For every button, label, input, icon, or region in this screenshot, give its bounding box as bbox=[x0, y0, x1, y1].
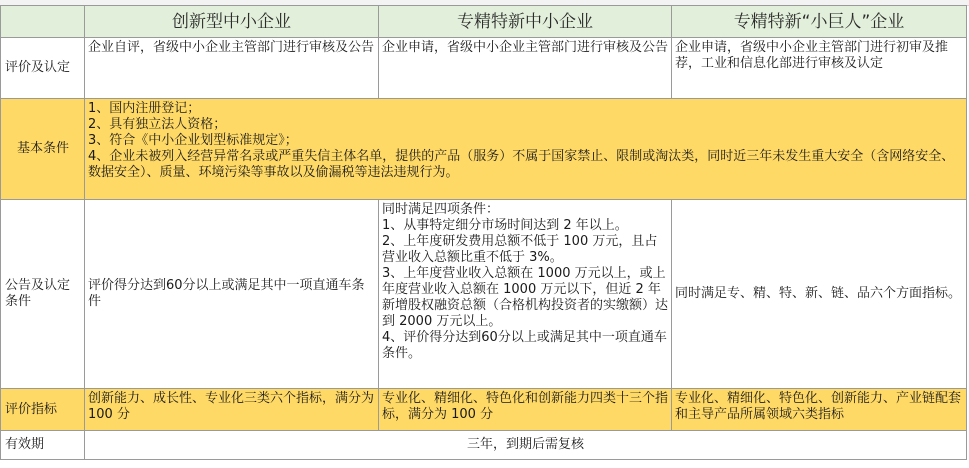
cell-basic-merged[interactable] bbox=[85, 99, 967, 200]
announce-line-0: 同时满足四项条件： bbox=[382, 202, 500, 217]
header-innovative[interactable]: 创新型中小企业 bbox=[85, 6, 379, 38]
row-basic bbox=[1, 99, 967, 200]
header-row bbox=[1, 6, 967, 38]
header-specialized[interactable]: 专精特新中小企业 bbox=[379, 6, 672, 38]
cell-indicators-specialized[interactable]: 专业化、精细化、特色化和创新能力四类十三个指标，满分为 100 分 bbox=[379, 389, 672, 431]
cell-indicators-giant[interactable]: 专业化、精细化、特色化、创新能力、产业链配套和主导产品所属领域六类指标 bbox=[672, 389, 967, 431]
basic-line-3: 3、符合《中小企业划型标准规定》； bbox=[88, 133, 298, 148]
row-evaluation bbox=[1, 38, 967, 99]
row-label-validity[interactable]: 有效期 bbox=[1, 431, 85, 460]
header-corner-cell[interactable] bbox=[1, 6, 85, 38]
announce-line-4: 4、评价得分达到60分以上或满足其中一项直通车条件。 bbox=[382, 330, 667, 361]
row-label-basic[interactable]: 基本条件 bbox=[1, 99, 85, 200]
cell-evaluation-giant[interactable]: 企业申请，省级中小企业主管部门进行初审及推荐，工业和信息化部进行审核及认定 bbox=[672, 38, 967, 99]
row-indicators bbox=[1, 389, 967, 431]
basic-line-1: 1、国内注册登记； bbox=[88, 101, 201, 116]
row-validity bbox=[1, 431, 967, 460]
row-label-indicators[interactable]: 评价指标 bbox=[1, 389, 85, 431]
cell-evaluation-innovative[interactable]: 企业自评，省级中小企业主管部门进行审核及公告 bbox=[85, 38, 379, 99]
announce-line-1: 1、从事特定细分市场时间达到 2 年以上。 bbox=[382, 218, 628, 233]
cell-indicators-innovative[interactable]: 创新能力、成长性、专业化三类六个指标，满分为 100 分 bbox=[85, 389, 379, 431]
cell-announce-specialized[interactable] bbox=[379, 200, 672, 389]
announce-line-2: 2、上年度研发费用总额不低于 100 万元，且占营业收入总额比重不低于 3%。 bbox=[382, 234, 658, 265]
header-giant[interactable]: 专精特新“小巨人”企业 bbox=[672, 6, 967, 38]
cell-announce-giant[interactable]: 同时满足专、精、特、新、链、品六个方面指标。 bbox=[672, 200, 967, 389]
cell-validity-merged[interactable]: 三年，到期后需复核 bbox=[85, 431, 967, 460]
cell-evaluation-specialized[interactable]: 企业申请，省级中小企业主管部门进行审核及公告 bbox=[379, 38, 672, 99]
row-label-evaluation[interactable]: 评价及认定 bbox=[1, 38, 85, 99]
announce-line-3: 3、上年度营业收入总额在 1000 万元以上，或上年度营业收入总额在 1000 万元以下，但近 2 年新增股权融资总额（合格机构投资者的实缴额）达到 2000 万元以上。 bbox=[382, 266, 669, 329]
row-label-announce[interactable]: 公告及认定条件 bbox=[1, 200, 85, 389]
basic-line-2: 2、具有独立法人资格； bbox=[88, 117, 227, 132]
cell-announce-innovative[interactable]: 评价得分达到60分以上或满足其中一项直通车条件 bbox=[85, 200, 379, 389]
comparison-table bbox=[0, 5, 967, 460]
row-announce bbox=[1, 200, 967, 389]
basic-line-4: 4、企业未被列入经营异常名录或严重失信主体名单，提供的产品（服务）不属于国家禁止、限制或淘汰类，同时近三年未发生重大安全（含网络安全、数据安全）、质量、环境污染等事故以及偷漏税等违法违规行为。 bbox=[88, 149, 955, 180]
